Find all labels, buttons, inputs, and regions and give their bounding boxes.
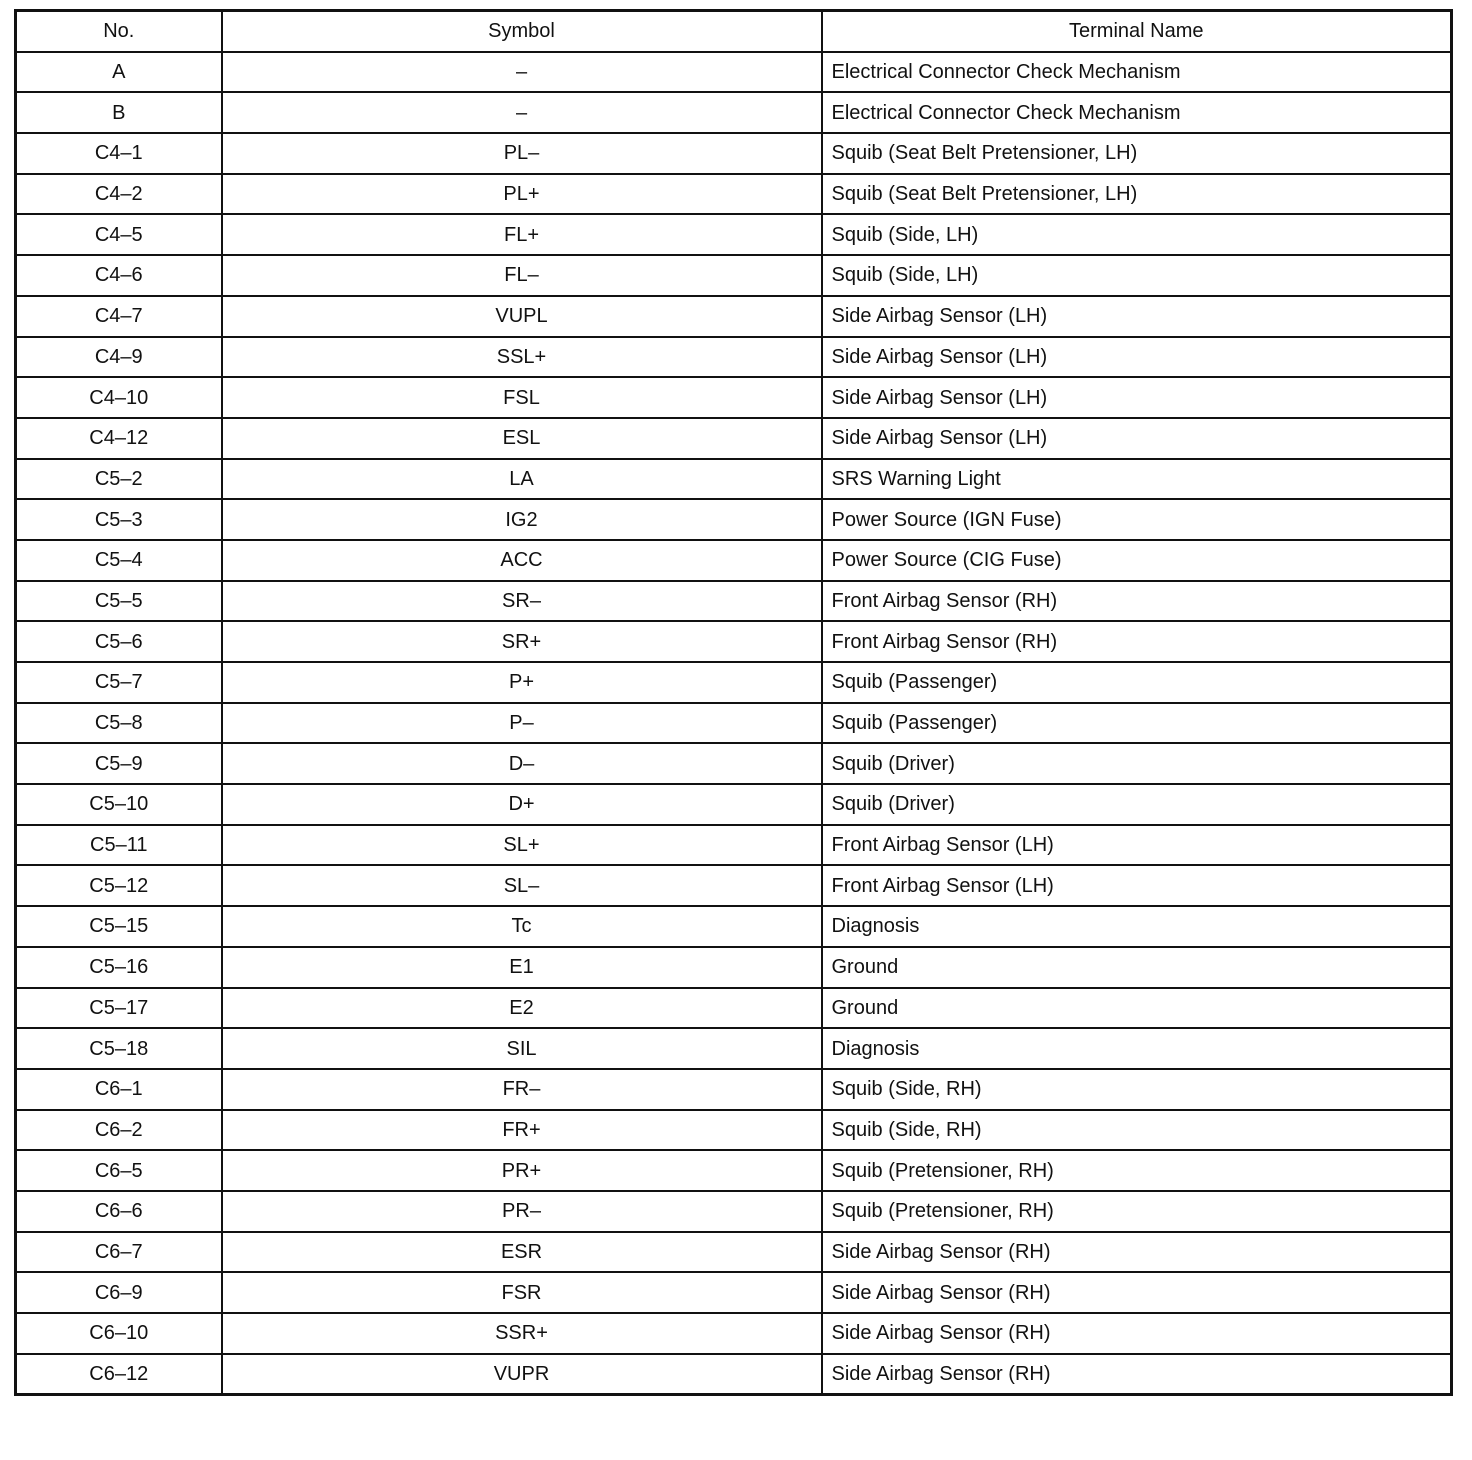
cell-terminal-name: Electrical Connector Check Mechanism [822, 52, 1452, 93]
table-row [16, 947, 1452, 988]
cell-no: C5–4 [16, 540, 222, 581]
cell-terminal-name: Squib (Passenger) [822, 703, 1452, 744]
table-row [16, 1110, 1452, 1151]
cell-symbol: SIL [222, 1028, 822, 1069]
cell-terminal-name: Side Airbag Sensor (RH) [822, 1272, 1452, 1313]
table-row [16, 133, 1452, 174]
cell-terminal-name: Diagnosis [822, 906, 1452, 947]
cell-symbol: ACC [222, 540, 822, 581]
cell-symbol: E1 [222, 947, 822, 988]
table-row [16, 214, 1452, 255]
cell-symbol: – [222, 92, 822, 133]
table-row [16, 92, 1452, 133]
cell-symbol: PL– [222, 133, 822, 174]
cell-no: C6–2 [16, 1110, 222, 1151]
cell-symbol: SSL+ [222, 337, 822, 378]
table-row [16, 1354, 1452, 1395]
cell-terminal-name: Front Airbag Sensor (LH) [822, 825, 1452, 866]
table-row [16, 296, 1452, 337]
cell-terminal-name: Squib (Side, RH) [822, 1110, 1452, 1151]
table-row [16, 825, 1452, 866]
cell-terminal-name: Squib (Seat Belt Pretensioner, LH) [822, 133, 1452, 174]
table-row [16, 1232, 1452, 1273]
cell-terminal-name: Squib (Passenger) [822, 662, 1452, 703]
cell-symbol: – [222, 52, 822, 93]
cell-symbol: FR– [222, 1069, 822, 1110]
cell-no: C4–12 [16, 418, 222, 459]
table-row [16, 459, 1452, 500]
cell-no: C4–9 [16, 337, 222, 378]
table-row [16, 499, 1452, 540]
cell-terminal-name: Front Airbag Sensor (RH) [822, 621, 1452, 662]
cell-symbol: FL– [222, 255, 822, 296]
cell-terminal-name: Side Airbag Sensor (RH) [822, 1313, 1452, 1354]
table-row [16, 988, 1452, 1029]
header-terminal-name: Terminal Name [822, 11, 1452, 52]
cell-terminal-name: Side Airbag Sensor (LH) [822, 418, 1452, 459]
table-row [16, 581, 1452, 622]
table-row [16, 52, 1452, 93]
cell-no: C4–7 [16, 296, 222, 337]
cell-no: C5–3 [16, 499, 222, 540]
table-row [16, 621, 1452, 662]
table-row [16, 743, 1452, 784]
cell-terminal-name: Squib (Pretensioner, RH) [822, 1191, 1452, 1232]
terminal-table [14, 9, 1453, 1396]
cell-no: C6–1 [16, 1069, 222, 1110]
cell-terminal-name: Diagnosis [822, 1028, 1452, 1069]
table-row [16, 662, 1452, 703]
cell-symbol: D– [222, 743, 822, 784]
cell-symbol: VUPL [222, 296, 822, 337]
cell-symbol: FSR [222, 1272, 822, 1313]
cell-terminal-name: Power Source (CIG Fuse) [822, 540, 1452, 581]
cell-no: C6–5 [16, 1150, 222, 1191]
cell-no: C6–9 [16, 1272, 222, 1313]
cell-symbol: PL+ [222, 174, 822, 215]
table-row [16, 255, 1452, 296]
cell-no: C5–10 [16, 784, 222, 825]
header-symbol: Symbol [222, 11, 822, 52]
table-row [16, 377, 1452, 418]
cell-no: C4–10 [16, 377, 222, 418]
cell-symbol: IG2 [222, 499, 822, 540]
cell-terminal-name: Ground [822, 988, 1452, 1029]
cell-no: C5–16 [16, 947, 222, 988]
cell-no: C5–17 [16, 988, 222, 1029]
cell-no: C6–10 [16, 1313, 222, 1354]
cell-terminal-name: Front Airbag Sensor (RH) [822, 581, 1452, 622]
cell-symbol: SL– [222, 865, 822, 906]
cell-terminal-name: Ground [822, 947, 1452, 988]
table-row [16, 865, 1452, 906]
table-row [16, 1028, 1452, 1069]
table-body [16, 52, 1452, 1395]
cell-no: C5–18 [16, 1028, 222, 1069]
cell-terminal-name: Power Source (IGN Fuse) [822, 499, 1452, 540]
table-row [16, 1313, 1452, 1354]
cell-symbol: FR+ [222, 1110, 822, 1151]
cell-symbol: VUPR [222, 1354, 822, 1395]
cell-terminal-name: Side Airbag Sensor (LH) [822, 377, 1452, 418]
table-row [16, 418, 1452, 459]
cell-symbol: D+ [222, 784, 822, 825]
cell-no: C4–1 [16, 133, 222, 174]
cell-symbol: ESL [222, 418, 822, 459]
cell-symbol: Tc [222, 906, 822, 947]
cell-terminal-name: Electrical Connector Check Mechanism [822, 92, 1452, 133]
cell-terminal-name: Side Airbag Sensor (RH) [822, 1354, 1452, 1395]
table-row [16, 174, 1452, 215]
cell-symbol: SR– [222, 581, 822, 622]
cell-no: C4–6 [16, 255, 222, 296]
cell-terminal-name: Squib (Driver) [822, 743, 1452, 784]
cell-no: B [16, 92, 222, 133]
cell-no: C6–12 [16, 1354, 222, 1395]
cell-terminal-name: Front Airbag Sensor (LH) [822, 865, 1452, 906]
table-row [16, 1069, 1452, 1110]
table-row [16, 337, 1452, 378]
cell-symbol: PR– [222, 1191, 822, 1232]
cell-symbol: P+ [222, 662, 822, 703]
table-row [16, 540, 1452, 581]
cell-terminal-name: Squib (Side, LH) [822, 255, 1452, 296]
cell-symbol: FSL [222, 377, 822, 418]
header-no: No. [16, 11, 222, 52]
cell-terminal-name: Side Airbag Sensor (RH) [822, 1232, 1452, 1273]
table-header [16, 11, 1452, 52]
cell-symbol: SL+ [222, 825, 822, 866]
cell-no: C5–9 [16, 743, 222, 784]
table-row [16, 1150, 1452, 1191]
cell-terminal-name: Squib (Side, LH) [822, 214, 1452, 255]
cell-symbol: FL+ [222, 214, 822, 255]
cell-terminal-name: Squib (Side, RH) [822, 1069, 1452, 1110]
cell-symbol: PR+ [222, 1150, 822, 1191]
cell-terminal-name: Squib (Seat Belt Pretensioner, LH) [822, 174, 1452, 215]
table-row [16, 1191, 1452, 1232]
cell-no: C5–12 [16, 865, 222, 906]
cell-terminal-name: Side Airbag Sensor (LH) [822, 337, 1452, 378]
cell-no: C5–5 [16, 581, 222, 622]
cell-no: C5–15 [16, 906, 222, 947]
cell-no: C5–11 [16, 825, 222, 866]
cell-no: C4–2 [16, 174, 222, 215]
cell-symbol: SSR+ [222, 1313, 822, 1354]
cell-terminal-name: Side Airbag Sensor (LH) [822, 296, 1452, 337]
cell-terminal-name: SRS Warning Light [822, 459, 1452, 500]
table-row [16, 1272, 1452, 1313]
cell-terminal-name: Squib (Pretensioner, RH) [822, 1150, 1452, 1191]
table-row [16, 703, 1452, 744]
cell-symbol: P– [222, 703, 822, 744]
cell-no: C6–6 [16, 1191, 222, 1232]
cell-no: C5–7 [16, 662, 222, 703]
cell-symbol: SR+ [222, 621, 822, 662]
table-row [16, 906, 1452, 947]
cell-no: C6–7 [16, 1232, 222, 1273]
cell-no: A [16, 52, 222, 93]
cell-no: C4–5 [16, 214, 222, 255]
table-row [16, 784, 1452, 825]
header-row [16, 11, 1452, 52]
cell-symbol: E2 [222, 988, 822, 1029]
cell-no: C5–6 [16, 621, 222, 662]
cell-symbol: ESR [222, 1232, 822, 1273]
cell-symbol: LA [222, 459, 822, 500]
cell-terminal-name: Squib (Driver) [822, 784, 1452, 825]
cell-no: C5–8 [16, 703, 222, 744]
cell-no: C5–2 [16, 459, 222, 500]
